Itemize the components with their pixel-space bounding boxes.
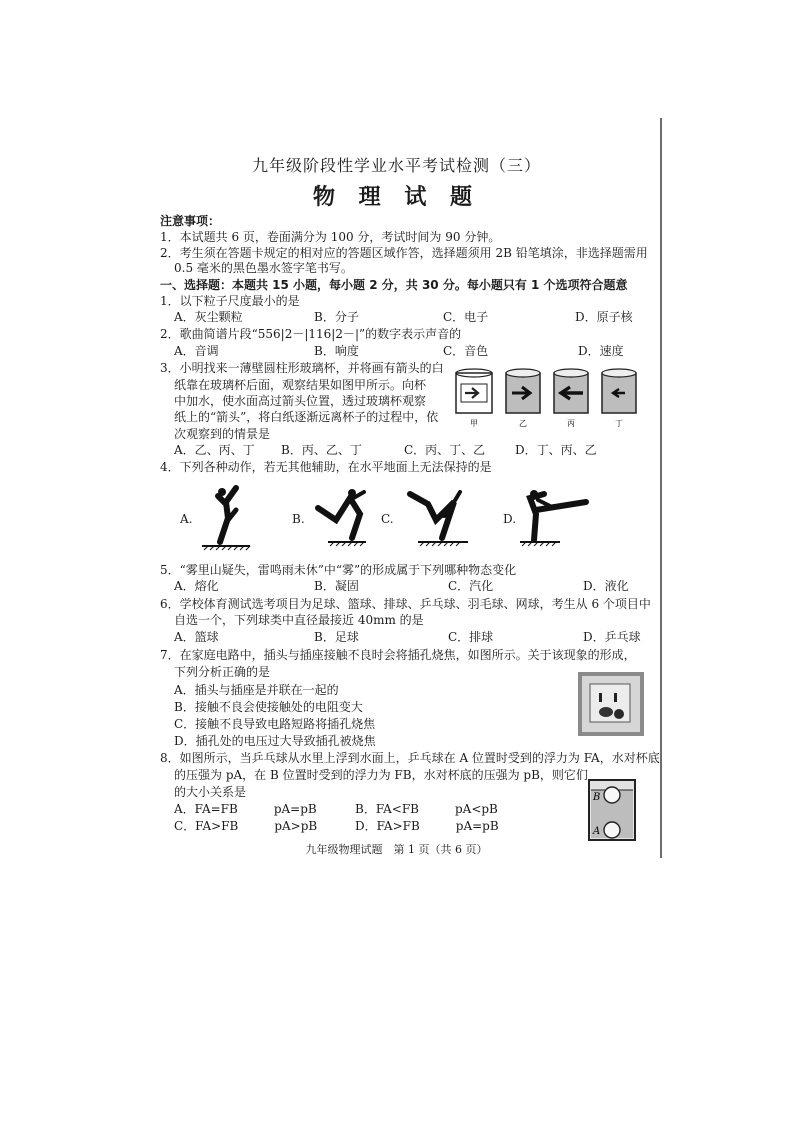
q5-option-a: A．熔化 [174, 579, 219, 593]
cup-ding [602, 369, 636, 413]
q6-option-b: B．足球 [314, 630, 359, 644]
q6-line-1: 6．学校体育测试选考项目为足球、篮球、排球、乒乓球、羽毛球、网球，考生从 6 个项目中 [160, 597, 651, 611]
q3-line-2: 纸靠在玻璃杯后面，观察结果如图甲所示。向杯 [174, 378, 427, 392]
q2-option-b: B．响度 [314, 344, 359, 358]
q7-line-1: 7．在家庭电路中，插头与插座接触不良时会将插孔烧焦，如图所示。关于该现象的形成， [160, 648, 636, 662]
q1-option-a: A．灰尘颗粒 [174, 310, 243, 324]
page-edge-line [660, 118, 662, 858]
q5-option-b: B．凝固 [314, 579, 359, 593]
q8-line-2: 的压强为 pA，在 B 位置时受到的浮力为 FB，水对杯底的压强为 pB，则它们 [174, 768, 588, 782]
q3-option-c: C．丙、丁、乙 [404, 443, 486, 457]
q4-stem: 4．下列各种动作，若无其他辅助，在水平地面上无法保持的是 [160, 460, 492, 474]
notice-heading: 注意事项： [160, 214, 221, 228]
q8-option-c: C．FA>FB pA>pB [174, 819, 318, 833]
q3-option-d: D．丁、丙、乙 [515, 443, 597, 457]
cup-yi [506, 369, 540, 413]
pose-a [202, 488, 250, 550]
q2-option-d: D．速度 [578, 344, 624, 358]
q4-option-b: B. [292, 512, 305, 526]
q7-option-c: C．接触不良导致电路短路将插孔烧焦 [174, 717, 376, 731]
q3-line-1: 3．小明找来一薄壁圆柱形玻璃杯，并将画有箭头的白 [160, 361, 444, 375]
q6-option-c: C．排球 [448, 630, 494, 644]
q8-line-1: 8．如图所示，当乒乓球从水里上浮到水面上，乒乓球在 A 位置时受到的浮力为 FA，水对杯底 [160, 751, 660, 765]
exam-title: 九年级阶段性学业水平考试检测（三） [251, 156, 541, 175]
cup-bing [554, 369, 588, 413]
q5-option-d: D．液化 [583, 579, 629, 593]
label-a: A [593, 826, 601, 837]
q3-option-a: A．乙、丙、丁 [174, 443, 255, 457]
cup-jia [456, 369, 492, 413]
label-ding: 丁 [615, 419, 623, 428]
q3-glass-cups-figure [450, 364, 650, 430]
notice-item-2-line-1: 2．考生须在答题卡规定的相对应的答题区域作答，选择题须用 2B 铅笔填涂，非选择题需用 [160, 246, 648, 260]
q6-option-a: A．篮球 [174, 630, 219, 644]
q1-option-c: C．电子 [443, 310, 489, 324]
subject-title: 物 理 试 题 [313, 185, 480, 210]
q8-option-a: A．FA=FB pA=pB [174, 802, 317, 816]
page-footer: 九年级物理试题 第 1 页（共 6 页） [305, 843, 488, 856]
label-b: B [593, 792, 601, 803]
q2-option-a: A．音调 [174, 344, 219, 358]
q3-option-b: B．丙、乙、丁 [281, 443, 362, 457]
q6-line-2: 自选一个，下列球类中直径最接近 40mm 的是 [174, 613, 424, 627]
q8-beaker-figure [584, 776, 642, 844]
q8-option-d: D．FA>FB pA=pB [355, 819, 499, 833]
q5-option-c: C．汽化 [448, 579, 494, 593]
q4-poses-figure [200, 480, 600, 556]
q1-stem: 1．以下粒子尺度最小的是 [160, 294, 300, 308]
q8-line-3: 的大小关系是 [174, 785, 247, 799]
q5-stem: 5．“雾里山疑失，雷鸣雨未休”中“雾”的形成属于下列哪种物态变化 [160, 563, 517, 577]
q4-option-d: D. [503, 512, 517, 526]
notice-item-1: 1．本试题共 6 页，卷面满分为 100 分，考试时间为 90 分钟。 [160, 230, 501, 244]
label-bing: 丙 [567, 419, 575, 428]
q7-option-a: A．插头与插座是并联在一起的 [174, 683, 339, 697]
q7-option-b: B．接触不良会使接触处的电阻变大 [174, 700, 363, 714]
q3-line-5: 次观察到的情景是 [174, 427, 271, 441]
q8-option-b: B．FA<FB pA<pB [355, 802, 498, 816]
q3-line-3: 中加水，使水面高过箭头位置，透过玻璃杯观察 [174, 394, 427, 408]
q1-option-b: B．分子 [314, 310, 359, 324]
q2-stem: 2．歌曲简谱片段“556|2－|116|2－|”的数字表示声音的 [160, 327, 462, 341]
label-yi: 乙 [519, 419, 527, 428]
ball-position-a [604, 822, 620, 838]
q4-option-a: A. [180, 512, 193, 526]
q3-line-4: 纸上的“箭头”，将白纸逐渐远离杯子的过程中，依 [174, 410, 439, 424]
notice-item-2-line-2: 0.5 毫米的黑色墨水签字笔书写。 [174, 261, 353, 275]
label-jia: 甲 [470, 419, 478, 428]
q6-option-d: D．乒乓球 [583, 630, 641, 644]
q7-option-d: D．插孔处的电压过大导致插孔被烧焦 [174, 734, 376, 748]
ball-position-b [604, 787, 620, 803]
pose-d [520, 490, 586, 546]
q2-option-c: C．音色 [443, 344, 489, 358]
pose-c [410, 492, 468, 546]
q7-burnt-socket-photo [578, 672, 644, 736]
q4-option-c: C. [381, 512, 394, 526]
q1-option-d: D．原子核 [575, 310, 633, 324]
section-1-heading: 一、选择题：本题共 15 小题，每小题 2 分，共 30 分。每小题只有 1 个选项符合题意 [160, 278, 628, 292]
pose-b [318, 489, 366, 546]
q7-line-2: 下列分析正确的是 [174, 665, 271, 679]
